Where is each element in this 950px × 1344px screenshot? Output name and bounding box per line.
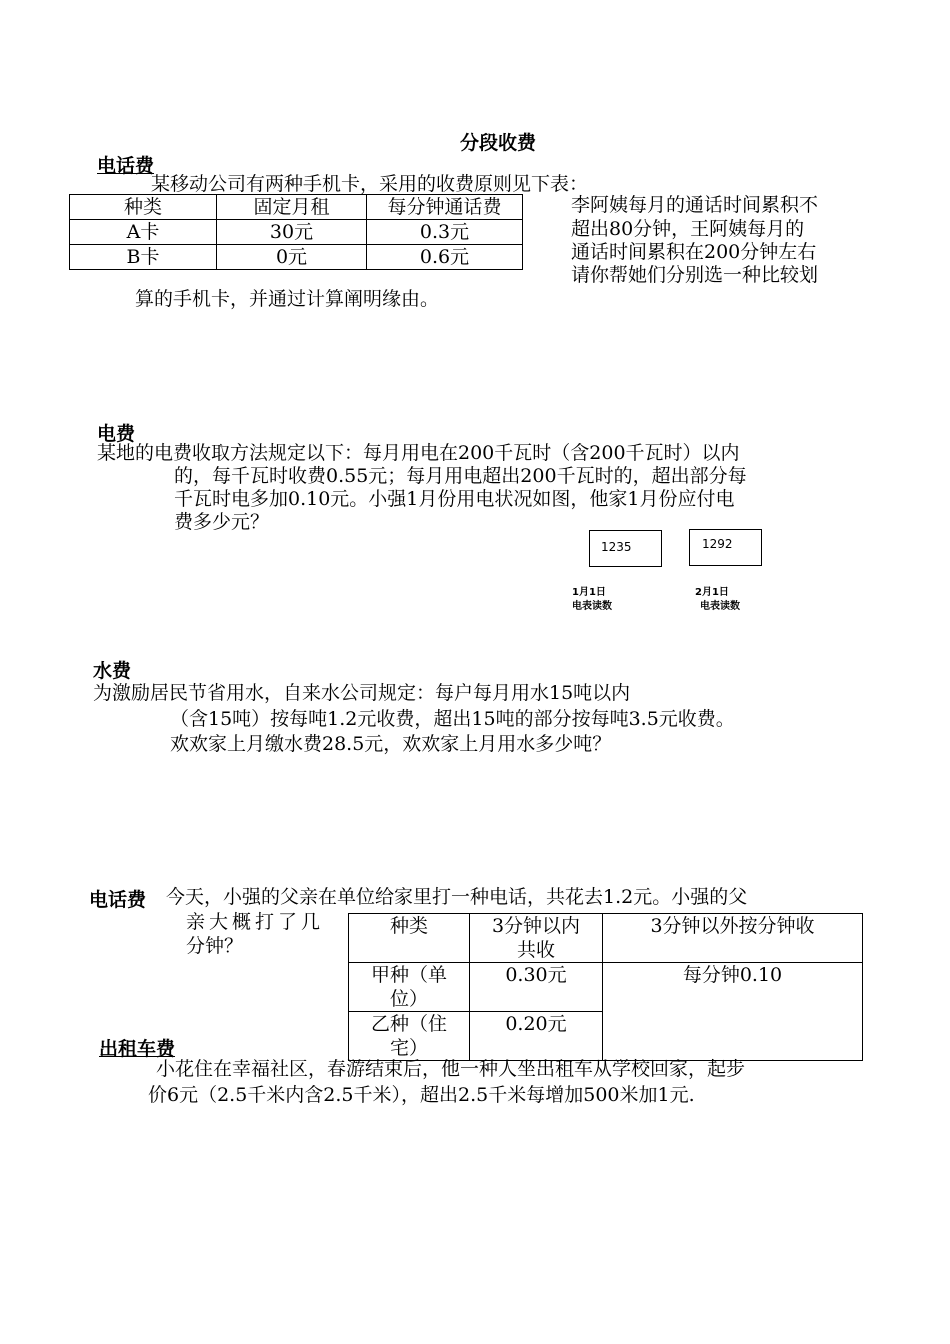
- electric-heading: 电费: [97, 423, 136, 445]
- table-header-line: 共收: [516, 939, 555, 961]
- phone-tail-text: 算的手机卡，并通过计算阐明缘由。: [135, 288, 440, 310]
- phone-heading: 电话费: [97, 155, 155, 177]
- table-cell: [349, 1012, 470, 1061]
- electric-text: 某地的电费收取方法规定以下：每月用电在200千瓦时（含200千瓦时）以内: [97, 442, 740, 464]
- table-cell-line: 甲种（单: [370, 964, 447, 986]
- table-cell: B卡: [70, 245, 217, 270]
- taxi-text: 价6元（2.5千米内含2.5千米），超出2.5千米每增加500米加1元.: [148, 1084, 695, 1106]
- water-heading: 水费: [93, 660, 132, 682]
- table-header: [470, 914, 603, 963]
- table-cell: 0.30元: [470, 963, 603, 1012]
- page-title: 分段收费: [460, 132, 537, 154]
- meter-reading: 1292: [702, 537, 733, 551]
- phone2-text: 亲大概打了几: [186, 911, 325, 933]
- phone-intro: 某移动公司有两种手机卡，采用的收费原则见下表：: [151, 173, 589, 195]
- table-cell: [349, 963, 470, 1012]
- table-row: [70, 245, 523, 270]
- water-text: （含15吨）按每吨1.2元收费，超出15吨的部分按每吨3.5元收费。: [170, 708, 735, 730]
- phone-side-text: 李阿姨每月的通话时间累积不: [571, 194, 819, 216]
- table-row: [349, 963, 863, 1012]
- phone-fee-table: [69, 194, 523, 270]
- table-cell: 0.3元: [367, 220, 523, 245]
- table-cell: A卡: [70, 220, 217, 245]
- table-cell: 0.6元: [367, 245, 523, 270]
- meter-label: 电表读数: [572, 601, 612, 612]
- electric-text: 费多少元？: [174, 511, 270, 533]
- table-header-line: 3分钟以内: [491, 915, 581, 937]
- meter-label: 电表读数: [700, 601, 740, 612]
- table-header: 固定月租: [217, 195, 367, 220]
- table-header: 种类: [70, 195, 217, 220]
- table-cell-line: 位）: [389, 988, 428, 1010]
- water-text: 为激励居民节省用水，自来水公司规定：每户每月用水15吨以内: [93, 682, 631, 704]
- table-cell: 0元: [217, 245, 367, 270]
- table-header-row: [70, 195, 523, 220]
- phone2-fee-table: [348, 913, 863, 1061]
- table-cell: 0.20元: [470, 1012, 603, 1061]
- table-row: [70, 220, 523, 245]
- taxi-text: 小花住在幸福社区，春游结束后，他一种人坐出租车从学校回家，起步: [156, 1058, 746, 1080]
- table-header: 3分钟以外按分钟收: [603, 914, 863, 963]
- phone-side-text: 通话时间累积在200分钟左右: [571, 241, 817, 263]
- table-header: 每分钟通话费: [367, 195, 523, 220]
- table-cell-line: 乙种（住: [370, 1013, 447, 1035]
- table-header-row: [349, 914, 863, 963]
- phone2-text: 今天，小强的父亲在单位给家里打一种电话，共花去1.2元。小强的父: [166, 886, 748, 908]
- taxi-heading: 出租车费: [99, 1038, 176, 1060]
- electric-text: 的，每千瓦时收费0.55元；每月用电超出200千瓦时的，超出部分每: [174, 465, 747, 487]
- table-cell-merged: 每分钟0.10: [603, 963, 863, 1061]
- table-cell-line: 宅）: [389, 1037, 428, 1059]
- meter-box-jan: [589, 530, 662, 567]
- phone2-text: 分钟？: [186, 935, 244, 957]
- phone2-heading: 电话费: [89, 889, 147, 911]
- table-header: 种类: [349, 914, 470, 963]
- meter-box-feb: [689, 529, 762, 566]
- meter-reading: 1235: [601, 540, 632, 554]
- meter-date: 1月1日: [572, 587, 606, 598]
- electric-text: 千瓦时电多加0.10元。小强1月份用电状况如图，他家1月份应付电: [174, 488, 735, 510]
- phone-side-text: 超出80分钟，王阿姨每月的: [571, 218, 805, 240]
- phone-side-text: 请你帮她们分别选一种比较划: [571, 264, 819, 286]
- meter-date: 2月1日: [695, 587, 729, 598]
- table-cell: 30元: [217, 220, 367, 245]
- water-text: 欢欢家上月缴水费28.5元，欢欢家上月用水多少吨？: [170, 733, 612, 755]
